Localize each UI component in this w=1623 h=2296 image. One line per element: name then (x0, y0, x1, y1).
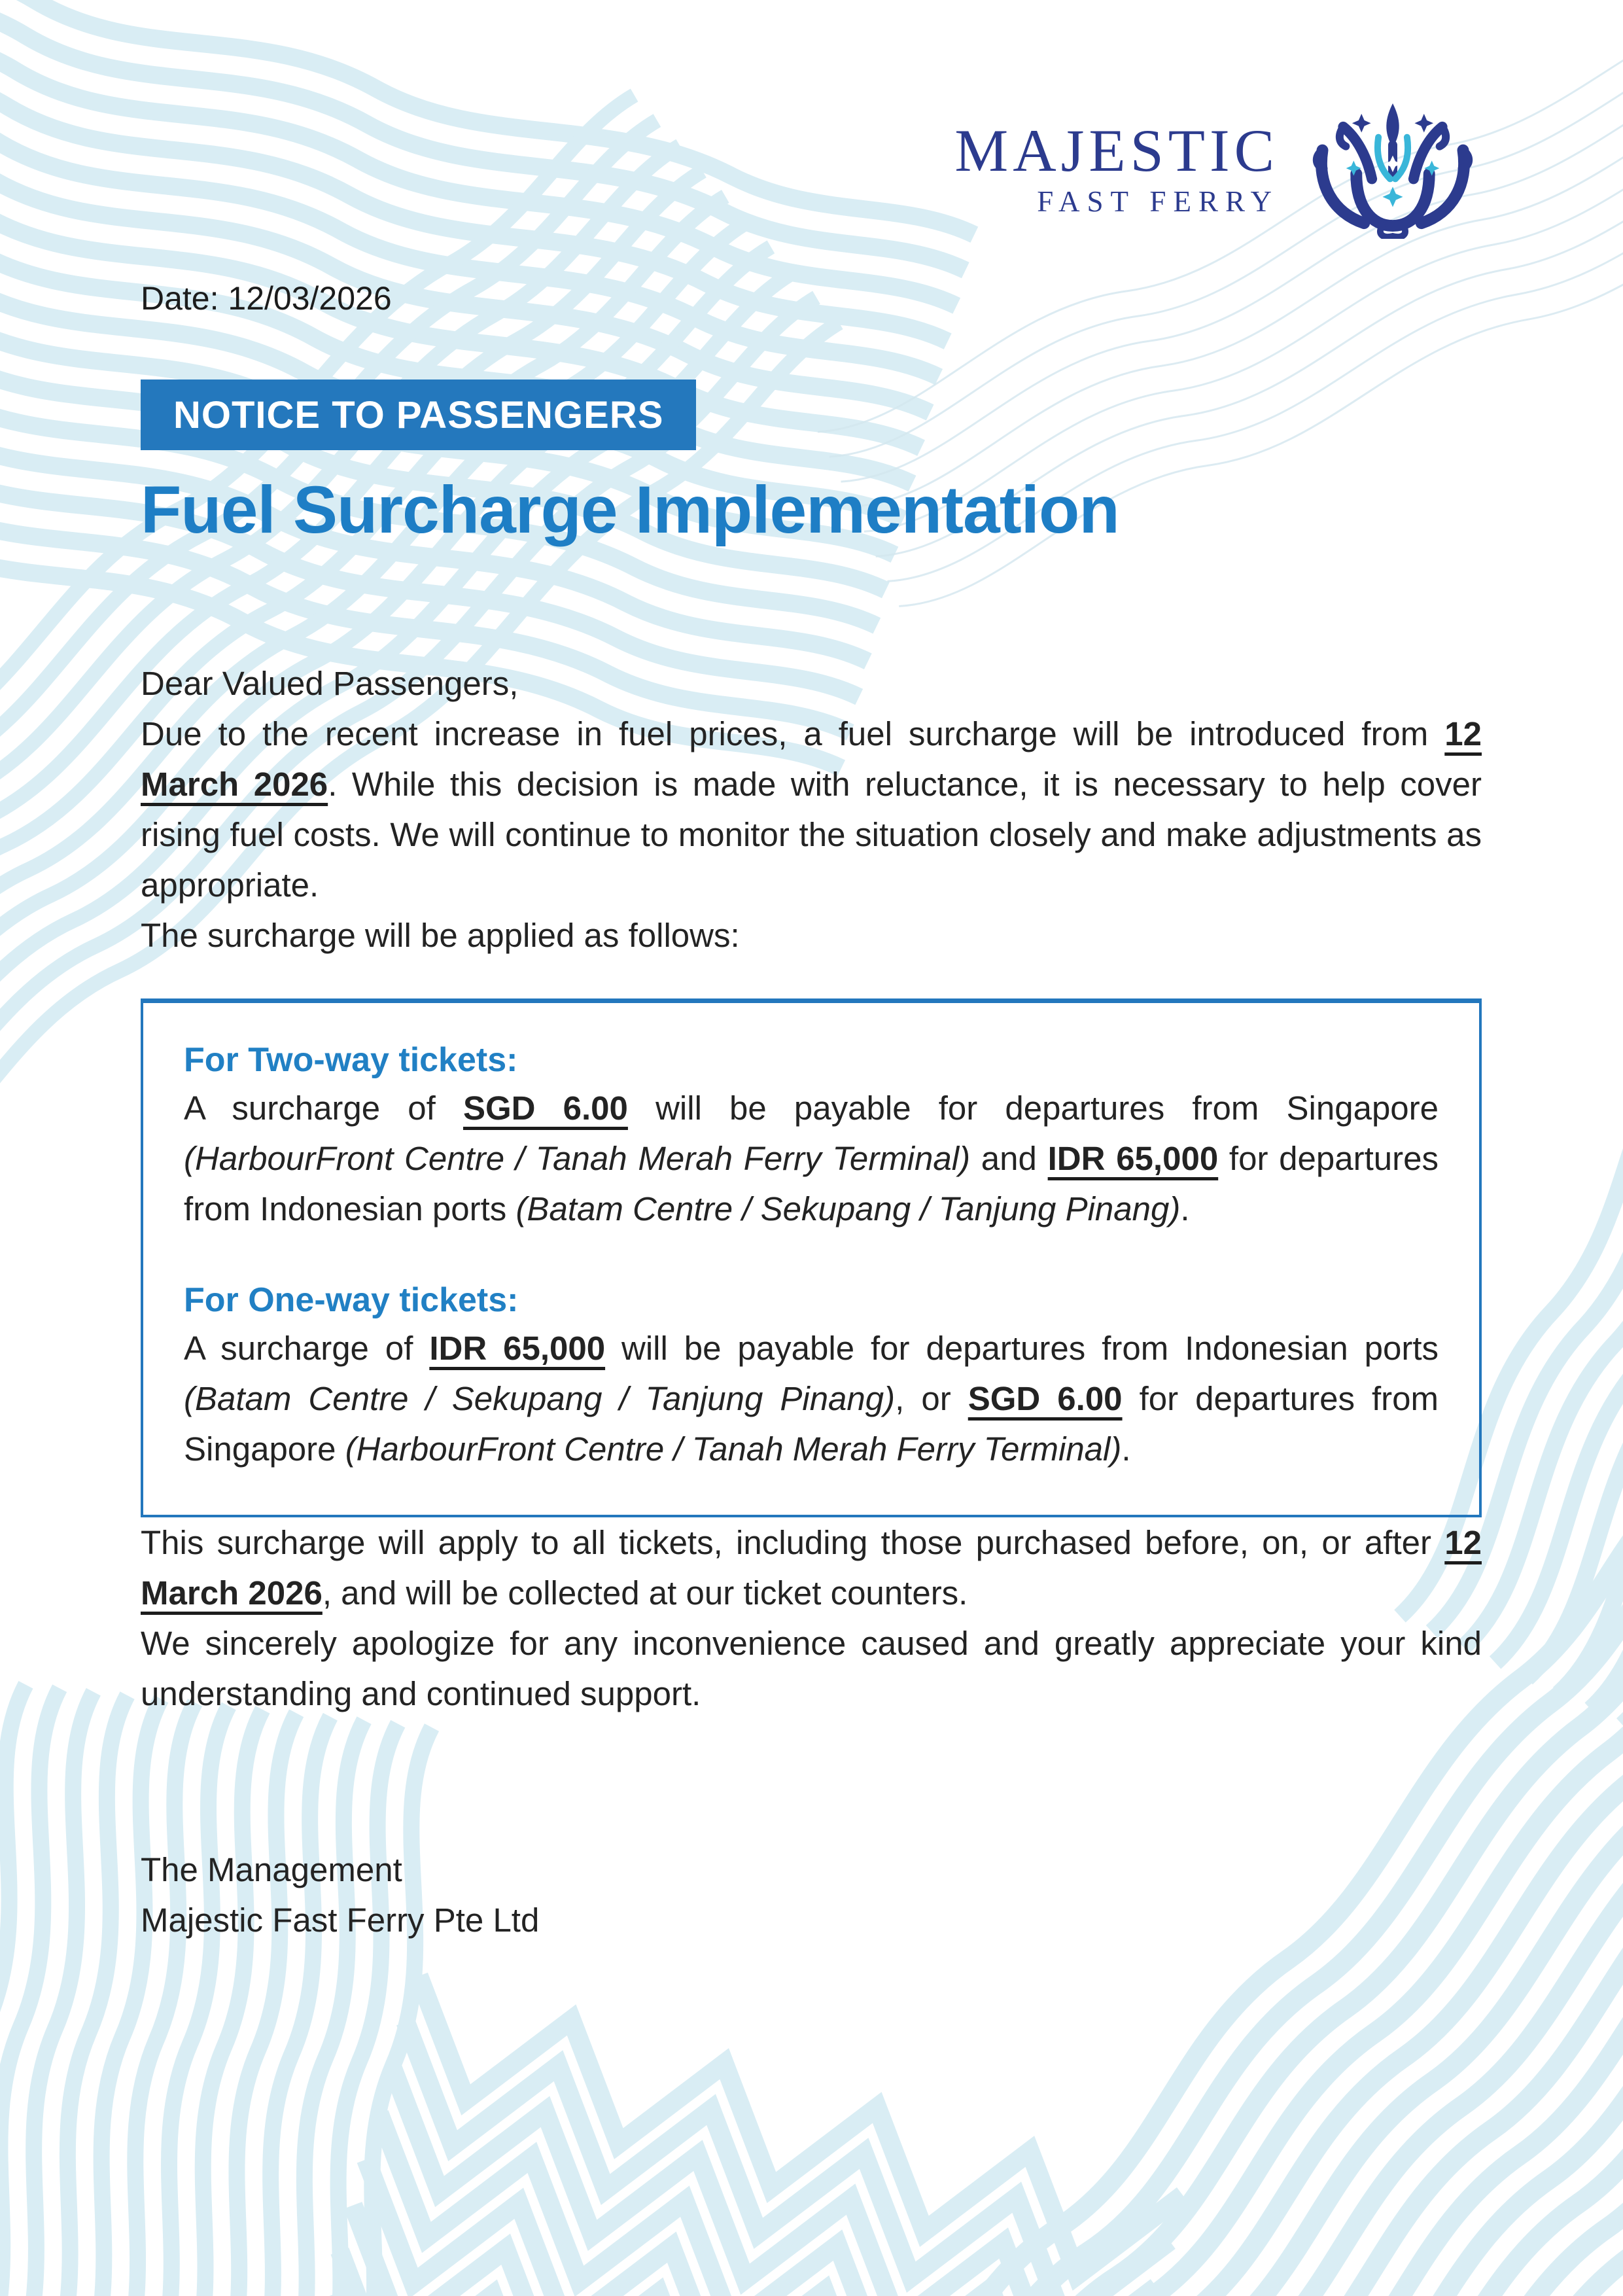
surcharge-details-box (141, 998, 1482, 1517)
salutation: Dear Valued Passengers, (141, 664, 519, 702)
page-title: Fuel Surcharge Implementation (141, 472, 1119, 547)
date-line: Date: 12/03/2026 (141, 280, 392, 317)
letterhead (141, 98, 1482, 239)
intro-paragraph: Due to the recent increase in fuel prices, a fuel surcharge will be introduced from 12 March 2026. While this decision is made with reluctance, it is necessary to help cover rising fuel costs. We will continue to monitor the situation closely and make adjustments as appropriate. (141, 715, 1482, 904)
notice-badge: NOTICE TO PASSENGERS (141, 380, 696, 450)
signature-line-1: The Management (141, 1850, 402, 1888)
brand-name: MAJESTIC (954, 117, 1279, 184)
crown-flourish-icon (1304, 98, 1482, 239)
apply-paragraph: This surcharge will apply to all tickets, including those purchased before, on, or after 12 March 2026, and will be collected at our ticket counters. (141, 1523, 1482, 1612)
signature-block (141, 1845, 1482, 1945)
one-way-paragraph: A surcharge of IDR 65,000 will be payable for departures from Indonesian ports (Batam Centre / Sekupang / Tanjung Pinang), or SGD 6.00 for departures from Singapore (HarbourFront Centre / Tanah Merah Ferry Terminal). (184, 1329, 1439, 1468)
applied-line: The surcharge will be applied as follows: (141, 916, 740, 954)
two-way-paragraph: A surcharge of SGD 6.00 will be payable for departures from Singapore (HarbourFront Centre / Tanah Merah Ferry Terminal) and IDR 65,000 for departures from Indonesian ports (Batam Centre / Sekupang / Tanjung Pinang). (184, 1089, 1439, 1227)
brand-wordmark (954, 117, 1279, 218)
two-way-heading: For Two-way tickets: (184, 1040, 518, 1079)
one-way-heading: For One-way tickets: (184, 1280, 519, 1319)
apology-paragraph: We sincerely apologize for any inconvenience caused and greatly appreciate your kind understanding and continued support. (141, 1624, 1482, 1712)
brand-subtitle: FAST FERRY (1037, 185, 1279, 218)
signature-line-2: Majestic Fast Ferry Pte Ltd (141, 1901, 540, 1939)
